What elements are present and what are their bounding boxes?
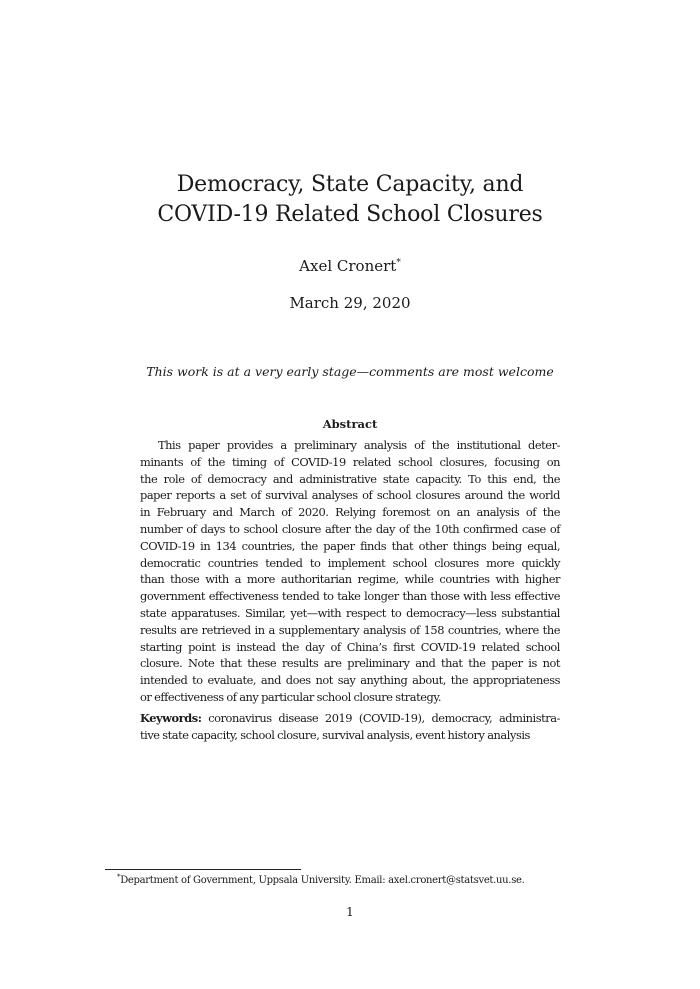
abstract-line: paper reports a set of survival analyses of school closures around the world: [140, 488, 560, 503]
abstract-line: or effectiveness of any particular school closure strategy.: [140, 689, 442, 704]
abstract-line: in February and March of 2020. Relying foremost on an analysis of the: [140, 505, 560, 520]
abstract-line: minants of the timing of COVID-19 related school closures, focusing on: [140, 454, 560, 469]
abstract-line: than those with a more authoritarian regime, while countries with higher: [140, 572, 560, 587]
author: [0, 257, 700, 275]
keywords-line-1: [140, 710, 560, 727]
abstract-body: [140, 437, 560, 706]
abstract-line: state apparatuses. Similar, yet—with respect to democracy—less substantial: [140, 605, 560, 620]
abstract-line: number of days to school closure after the day of the 10th confirmed case of: [140, 521, 560, 536]
abstract-line: closure. Note that these results are preliminary and that the paper is not: [140, 656, 560, 671]
title-line-2: COVID-19 Related School Closures: [157, 202, 543, 227]
footnote-rule: [105, 869, 301, 870]
keywords: [140, 710, 560, 744]
author-footnote-mark[interactable]: *: [396, 258, 401, 268]
paper-title: [0, 170, 700, 230]
abstract-line: This paper provides a preliminary analysis of the institutional deter-: [158, 438, 560, 452]
publication-date: March 29, 2020: [289, 294, 411, 312]
title-line-1: Democracy, State Capacity, and: [176, 172, 524, 197]
footnote-mark: *: [117, 873, 121, 881]
abstract-heading: Abstract: [322, 417, 378, 431]
abstract-line: government effectiveness tended to take longer than those with less effective: [140, 589, 560, 604]
footnote: [117, 874, 525, 887]
page-number: 1: [346, 905, 354, 919]
abstract-line: starting point is instead the day of China’s first COVID-19 related school: [140, 639, 560, 654]
abstract-line: intended to evaluate, and does not say anything about, the appropriateness: [140, 673, 560, 688]
keywords-line-2: tive state capacity, school closure, survival analysis, event history analysis: [140, 727, 530, 742]
abstract-line: democratic countries tended to implement school closures more quickly: [140, 555, 560, 570]
abstract-line: results are retrieved in a supplementary analysis of 158 countries, where the: [140, 622, 560, 637]
keywords-text-1: coronavirus disease 2019 (COVID-19), democracy, administra-: [208, 711, 561, 725]
author-name: Axel Cronert: [299, 257, 397, 275]
keywords-label: Keywords:: [140, 711, 202, 725]
abstract-line: COVID-19 in 134 countries, the paper finds that other things being equal,: [140, 538, 560, 553]
abstract-line: the role of democracy and administrative state capacity. To this end, the: [140, 471, 560, 486]
draft-note: This work is at a very early stage—comments are most welcome: [146, 364, 554, 379]
footnote-text: Department of Government, Uppsala University. Email: axel.cronert@statsvet.uu.se.: [120, 875, 525, 886]
